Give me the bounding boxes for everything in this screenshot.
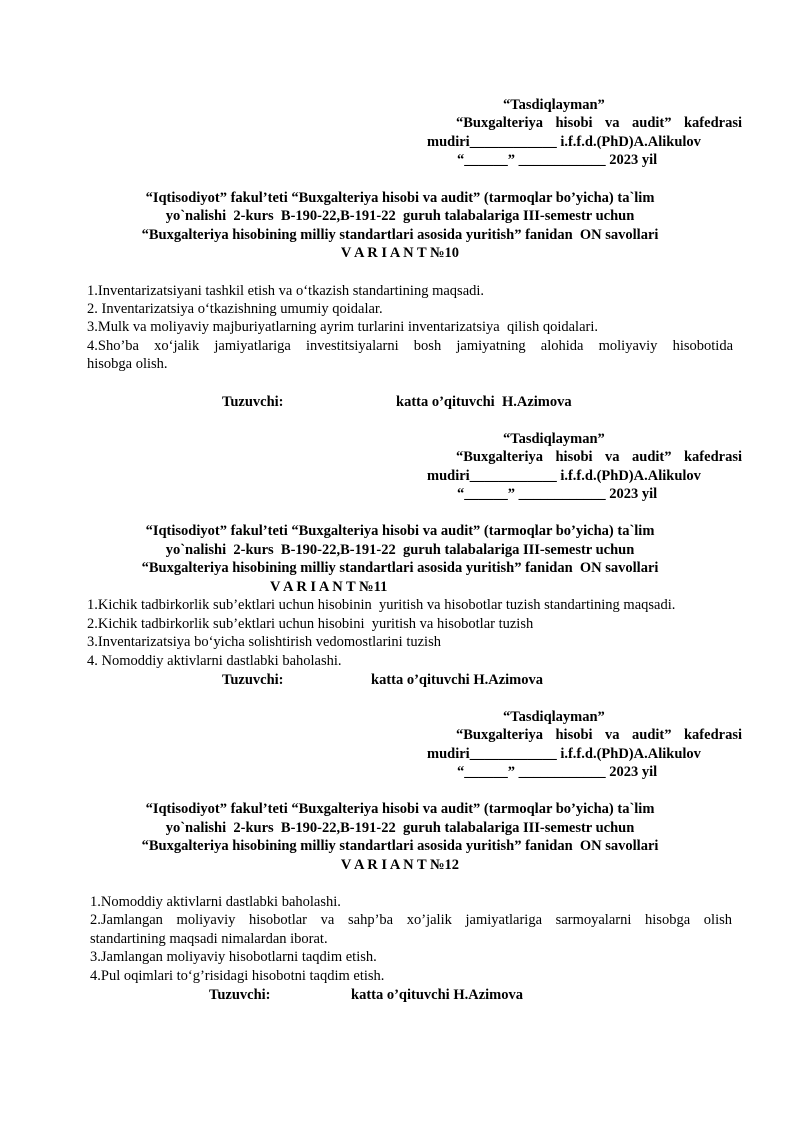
heading-line-1: “Iqtisodiyot” fakul’teti “Buxgalteriya hisobi va audit” (tarmoqlar bo’yicha) ta`lim [145,801,655,817]
question-item: 3.Jamlangan moliyaviy hisobotlarni taqdim etish. [90,949,377,965]
question-item: 3.Inventarizatsiya bo‘yicha solishtirish vedomostlarini tuzish [87,634,441,650]
author-name: katta o’qituvchi H.Azimova [371,672,543,688]
approval-title: “Tasdiqlayman” [503,97,605,113]
question-item: 4.Sho’ba xo‘jalik jamiyatlariga investitsiyalarni bosh jamiyatning alohida moliyaviy hisobotida [87,338,733,354]
approval-head: mudiri____________ i.f.f.d.(PhD)A.Alikulov [427,746,701,762]
question-item: 3.Mulk va moliyaviy majburiyatlarning ayrim turlarini inventarizatsiya qilish qoidalari. [87,319,599,335]
heading-line-3: “Buxgalteriya hisobining milliy standartlari asosida yuritish” fanidan ON savollari [141,560,659,576]
heading-line-3: “Buxgalteriya hisobining milliy standartlari asosida yuritish” fanidan ON savollari [141,227,659,243]
heading-line-3: “Buxgalteriya hisobining milliy standartlari asosida yuritish” fanidan ON savollari [141,838,659,854]
question-item-continuation: hisobga olish. [87,356,168,372]
heading-line-2: yo`nalishi 2-kurs B-190-22,B-191-22 guruh talabalariga III-semestr uchun [165,820,635,836]
approval-head: mudiri____________ i.f.f.d.(PhD)A.Alikulov [427,468,701,484]
approval-title: “Tasdiqlayman” [503,431,605,447]
approval-title: “Tasdiqlayman” [503,709,605,725]
author-label: Tuzuvchi: [209,987,271,1003]
question-item: 2.Jamlangan moliyaviy hisobotlar va sahp’ba xo’jalik jamiyatlariga sarmoyalarni hisobga olish [90,912,732,928]
approval-head: mudiri____________ i.f.f.d.(PhD)A.Alikulov [427,134,701,150]
question-item: 4.Pul oqimlari to‘g’risidagi hisobotni taqdim etish. [90,968,385,984]
question-item: 1.Nomoddiy aktivlarni dastlabki baholashi. [90,894,341,910]
approval-department: “Buxgalteriya hisobi va audit” kafedrasi [456,115,742,131]
approval-date: “______” ____________ 2023 yil [457,764,658,780]
heading-line-2: yo`nalishi 2-kurs B-190-22,B-191-22 guruh talabalariga III-semestr uchun [165,208,635,224]
variant-title: V A R I A N T №11 [270,579,388,595]
variant-title: V A R I A N T №12 [340,857,460,873]
heading-line-1: “Iqtisodiyot” fakul’teti “Buxgalteriya hisobi va audit” (tarmoqlar bo’yicha) ta`lim [145,523,655,539]
question-item-continuation: standartining maqsadi nimalardan iborat. [90,931,328,947]
question-item: 2. Inventarizatsiya o‘tkazishning umumiy qoidalar. [87,301,383,317]
author-label: Tuzuvchi: [222,672,284,688]
heading-line-2: yo`nalishi 2-kurs B-190-22,B-191-22 guruh talabalariga III-semestr uchun [165,542,635,558]
question-item: 2.Kichik tadbirkorlik sub’ektlari uchun hisobini yuritish va hisobotlar tuzish [87,616,534,632]
approval-department: “Buxgalteriya hisobi va audit” kafedrasi [456,449,742,465]
author-label: Tuzuvchi: [222,394,284,410]
question-item: 1.Inventarizatsiyani tashkil etish va o‘tkazish standartining maqsadi. [87,283,485,299]
heading-line-1: “Iqtisodiyot” fakul’teti “Buxgalteriya hisobi va audit” (tarmoqlar bo’yicha) ta`lim [145,190,655,206]
variant-title: V A R I A N T №10 [340,245,460,261]
question-item: 1.Kichik tadbirkorlik sub’ektlari uchun hisobinin yuritish va hisobotlar tuzish standartining maqsadi. [87,597,676,613]
approval-date: “______” ____________ 2023 yil [457,486,658,502]
author-name: katta o’qituvchi H.Azimova [396,394,572,410]
approval-date: “______” ____________ 2023 yil [457,152,658,168]
question-item: 4. Nomoddiy aktivlarni dastlabki baholashi. [87,653,342,669]
author-name: katta o’qituvchi H.Azimova [351,987,523,1003]
approval-department: “Buxgalteriya hisobi va audit” kafedrasi [456,727,742,743]
